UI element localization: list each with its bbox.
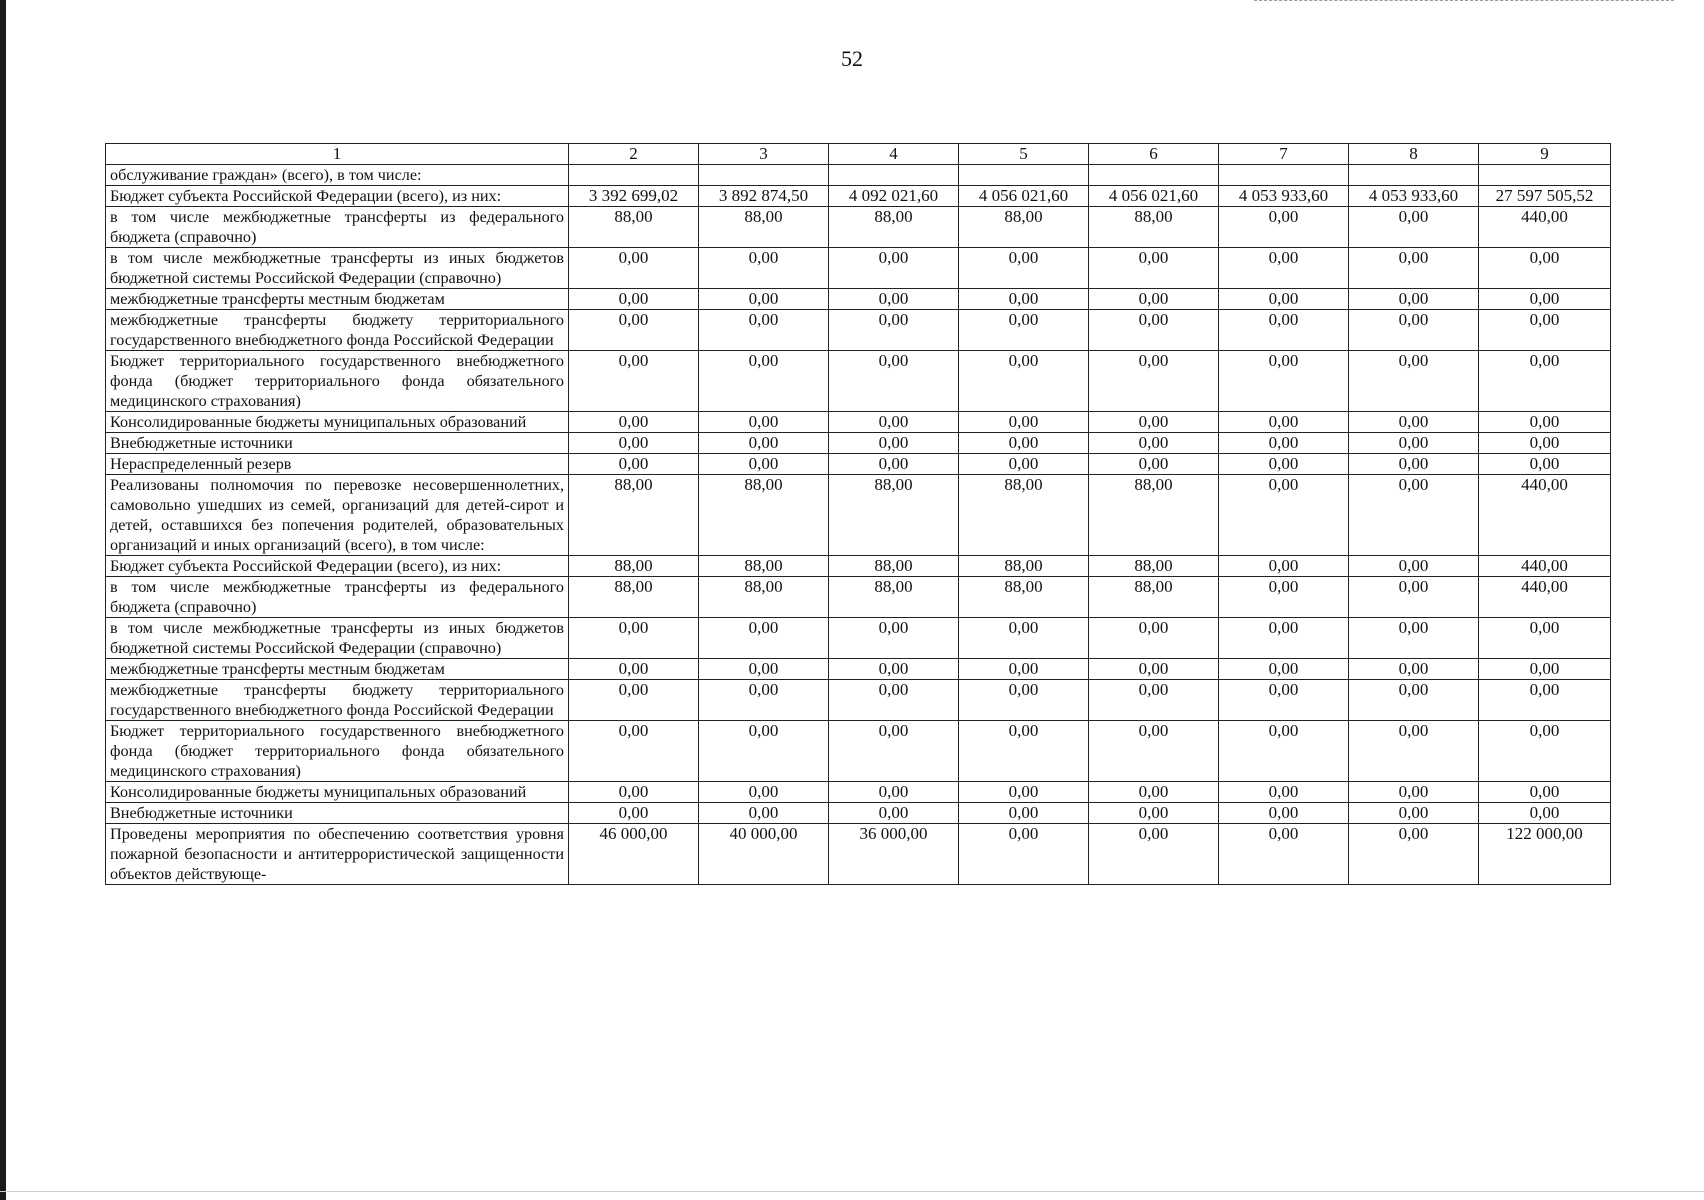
row-value-col-4: 0,00 — [829, 412, 959, 433]
row-label: межбюджетные трансферты местным бюджетам — [106, 289, 569, 310]
row-value-col-8: 0,00 — [1349, 721, 1479, 782]
table-row — [106, 803, 1611, 824]
row-value-col-9: 0,00 — [1479, 310, 1611, 351]
row-value-col-3: 0,00 — [699, 721, 829, 782]
row-value-col-4: 0,00 — [829, 289, 959, 310]
row-value-col-7: 0,00 — [1219, 721, 1349, 782]
row-value-col-6: 88,00 — [1089, 577, 1219, 618]
row-value-col-2: 0,00 — [569, 433, 699, 454]
row-value-col-9: 440,00 — [1479, 577, 1611, 618]
row-label: Бюджет территориального государственного внебюджетного фонда (бюджет территориального фонда обязательного медицинского страхования) — [106, 351, 569, 412]
row-value-col-6: 0,00 — [1089, 782, 1219, 803]
row-value-col-2: 88,00 — [569, 556, 699, 577]
table-row — [106, 475, 1611, 556]
row-value-col-5: 0,00 — [959, 721, 1089, 782]
row-value-col-4: 0,00 — [829, 310, 959, 351]
row-value-col-7: 0,00 — [1219, 248, 1349, 289]
row-value-col-6: 0,00 — [1089, 680, 1219, 721]
table-row — [106, 310, 1611, 351]
row-label: в том числе межбюджетные трансферты из иных бюджетов бюджетной системы Российской Федерации (справочно) — [106, 248, 569, 289]
column-header-2: 2 — [569, 144, 699, 165]
row-value-col-3: 40 000,00 — [699, 824, 829, 885]
table-row — [106, 618, 1611, 659]
row-value-col-2: 0,00 — [569, 659, 699, 680]
row-value-col-9 — [1479, 165, 1611, 186]
row-value-col-8: 0,00 — [1349, 618, 1479, 659]
table-row — [106, 659, 1611, 680]
row-value-col-9: 0,00 — [1479, 803, 1611, 824]
row-value-col-3: 0,00 — [699, 659, 829, 680]
row-value-col-5: 0,00 — [959, 412, 1089, 433]
row-value-col-9: 0,00 — [1479, 618, 1611, 659]
row-value-col-4: 0,00 — [829, 680, 959, 721]
row-value-col-5: 0,00 — [959, 289, 1089, 310]
row-label: Реализованы полномочия по перевозке несовершеннолетних, самовольно ушедших из семей, организаций для детей-сирот и детей, оставшихся без попечения родителей, образовательных организаций и иных организаций (всего), в том числе: — [106, 475, 569, 556]
row-value-col-8: 0,00 — [1349, 782, 1479, 803]
row-value-col-6: 4 056 021,60 — [1089, 186, 1219, 207]
row-value-col-3: 0,00 — [699, 680, 829, 721]
row-value-col-9: 122 000,00 — [1479, 824, 1611, 885]
row-value-col-7: 0,00 — [1219, 310, 1349, 351]
row-value-col-3 — [699, 165, 829, 186]
row-value-col-8: 4 053 933,60 — [1349, 186, 1479, 207]
table-header-row — [106, 144, 1611, 165]
row-value-col-5 — [959, 165, 1089, 186]
row-value-col-5: 0,00 — [959, 803, 1089, 824]
row-value-col-8: 0,00 — [1349, 310, 1479, 351]
row-value-col-4: 0,00 — [829, 782, 959, 803]
row-value-col-5: 88,00 — [959, 207, 1089, 248]
row-value-col-3: 0,00 — [699, 289, 829, 310]
row-value-col-6: 0,00 — [1089, 454, 1219, 475]
row-value-col-6: 88,00 — [1089, 556, 1219, 577]
row-value-col-6: 0,00 — [1089, 721, 1219, 782]
table-row — [106, 165, 1611, 186]
row-value-col-5: 0,00 — [959, 310, 1089, 351]
row-value-col-6 — [1089, 165, 1219, 186]
row-value-col-7: 0,00 — [1219, 351, 1349, 412]
row-value-col-2: 0,00 — [569, 454, 699, 475]
column-header-9: 9 — [1479, 144, 1611, 165]
row-value-col-6: 0,00 — [1089, 659, 1219, 680]
row-value-col-3: 0,00 — [699, 351, 829, 412]
row-value-col-7: 4 053 933,60 — [1219, 186, 1349, 207]
row-value-col-5: 88,00 — [959, 475, 1089, 556]
table-row — [106, 186, 1611, 207]
row-label: Консолидированные бюджеты муниципальных образований — [106, 782, 569, 803]
row-value-col-2: 88,00 — [569, 475, 699, 556]
row-value-col-8: 0,00 — [1349, 248, 1479, 289]
table-row — [106, 454, 1611, 475]
row-value-col-8 — [1349, 165, 1479, 186]
row-value-col-2: 46 000,00 — [569, 824, 699, 885]
row-value-col-5: 0,00 — [959, 351, 1089, 412]
table-body — [106, 165, 1611, 885]
row-value-col-6: 0,00 — [1089, 618, 1219, 659]
row-value-col-5: 4 056 021,60 — [959, 186, 1089, 207]
row-value-col-3: 88,00 — [699, 577, 829, 618]
table-row — [106, 680, 1611, 721]
row-value-col-6: 0,00 — [1089, 412, 1219, 433]
row-value-col-8: 0,00 — [1349, 577, 1479, 618]
row-value-col-6: 0,00 — [1089, 824, 1219, 885]
row-value-col-2: 0,00 — [569, 803, 699, 824]
scan-left-edge — [0, 0, 6, 1200]
row-value-col-7: 0,00 — [1219, 782, 1349, 803]
row-value-col-4: 0,00 — [829, 721, 959, 782]
row-value-col-3: 3 892 874,50 — [699, 186, 829, 207]
row-value-col-4: 0,00 — [829, 248, 959, 289]
row-value-col-3: 0,00 — [699, 248, 829, 289]
row-value-col-7: 0,00 — [1219, 803, 1349, 824]
column-header-6: 6 — [1089, 144, 1219, 165]
row-value-col-7: 0,00 — [1219, 289, 1349, 310]
row-value-col-8: 0,00 — [1349, 680, 1479, 721]
row-value-col-9: 0,00 — [1479, 782, 1611, 803]
column-header-1: 1 — [106, 144, 569, 165]
row-value-col-6: 0,00 — [1089, 289, 1219, 310]
row-value-col-9: 440,00 — [1479, 207, 1611, 248]
row-value-col-7: 0,00 — [1219, 412, 1349, 433]
row-value-col-7: 0,00 — [1219, 618, 1349, 659]
column-header-5: 5 — [959, 144, 1089, 165]
row-value-col-5: 0,00 — [959, 248, 1089, 289]
row-label: межбюджетные трансферты бюджету территориального государственного внебюджетного фонда Российской Федерации — [106, 310, 569, 351]
budget-table — [105, 143, 1611, 885]
row-value-col-8: 0,00 — [1349, 207, 1479, 248]
row-value-col-4: 88,00 — [829, 556, 959, 577]
table-row — [106, 207, 1611, 248]
row-value-col-4: 0,00 — [829, 454, 959, 475]
column-header-3: 3 — [699, 144, 829, 165]
row-value-col-3: 0,00 — [699, 618, 829, 659]
row-label: в том числе межбюджетные трансферты из иных бюджетов бюджетной системы Российской Федерации (справочно) — [106, 618, 569, 659]
row-value-col-3: 0,00 — [699, 433, 829, 454]
row-value-col-2: 88,00 — [569, 577, 699, 618]
row-value-col-4: 88,00 — [829, 475, 959, 556]
scan-top-artifact — [1254, 0, 1674, 3]
row-value-col-9: 0,00 — [1479, 351, 1611, 412]
table-row — [106, 577, 1611, 618]
row-value-col-2: 88,00 — [569, 207, 699, 248]
row-value-col-9: 0,00 — [1479, 412, 1611, 433]
row-value-col-5: 0,00 — [959, 782, 1089, 803]
row-value-col-4: 4 092 021,60 — [829, 186, 959, 207]
row-value-col-7: 0,00 — [1219, 577, 1349, 618]
row-value-col-2: 0,00 — [569, 412, 699, 433]
row-value-col-6: 0,00 — [1089, 310, 1219, 351]
row-value-col-8: 0,00 — [1349, 659, 1479, 680]
row-value-col-4: 88,00 — [829, 577, 959, 618]
row-value-col-9: 0,00 — [1479, 721, 1611, 782]
row-value-col-6: 88,00 — [1089, 207, 1219, 248]
row-value-col-8: 0,00 — [1349, 433, 1479, 454]
row-value-col-5: 0,00 — [959, 659, 1089, 680]
row-value-col-8: 0,00 — [1349, 412, 1479, 433]
row-value-col-7: 0,00 — [1219, 454, 1349, 475]
row-value-col-9: 0,00 — [1479, 659, 1611, 680]
column-header-8: 8 — [1349, 144, 1479, 165]
row-value-col-9: 0,00 — [1479, 433, 1611, 454]
row-value-col-8: 0,00 — [1349, 289, 1479, 310]
row-value-col-9: 27 597 505,52 — [1479, 186, 1611, 207]
row-label: Консолидированные бюджеты муниципальных образований — [106, 412, 569, 433]
row-value-col-7: 0,00 — [1219, 824, 1349, 885]
row-label: в том числе межбюджетные трансферты из федерального бюджета (справочно) — [106, 577, 569, 618]
row-value-col-8: 0,00 — [1349, 475, 1479, 556]
table-row — [106, 289, 1611, 310]
row-value-col-3: 0,00 — [699, 310, 829, 351]
row-value-col-4: 88,00 — [829, 207, 959, 248]
row-value-col-6: 0,00 — [1089, 351, 1219, 412]
table-row — [106, 248, 1611, 289]
table-row — [106, 433, 1611, 454]
table-row — [106, 351, 1611, 412]
row-value-col-7: 0,00 — [1219, 207, 1349, 248]
row-value-col-2: 0,00 — [569, 289, 699, 310]
row-value-col-5: 0,00 — [959, 433, 1089, 454]
row-value-col-7: 0,00 — [1219, 475, 1349, 556]
row-value-col-8: 0,00 — [1349, 454, 1479, 475]
row-value-col-3: 88,00 — [699, 207, 829, 248]
row-value-col-5: 88,00 — [959, 577, 1089, 618]
row-value-col-9: 440,00 — [1479, 556, 1611, 577]
column-header-4: 4 — [829, 144, 959, 165]
row-value-col-4: 0,00 — [829, 803, 959, 824]
row-value-col-2: 0,00 — [569, 351, 699, 412]
row-value-col-6: 0,00 — [1089, 803, 1219, 824]
row-value-col-5: 0,00 — [959, 454, 1089, 475]
page-number: 52 — [841, 46, 863, 71]
row-value-col-7: 0,00 — [1219, 556, 1349, 577]
row-value-col-8: 0,00 — [1349, 351, 1479, 412]
row-label: Внебюджетные источники — [106, 803, 569, 824]
row-value-col-4: 0,00 — [829, 433, 959, 454]
table-row — [106, 556, 1611, 577]
row-label: Внебюджетные источники — [106, 433, 569, 454]
table-row — [106, 721, 1611, 782]
row-label: Бюджет субъекта Российской Федерации (всего), из них: — [106, 186, 569, 207]
row-value-col-4 — [829, 165, 959, 186]
row-value-col-9: 440,00 — [1479, 475, 1611, 556]
row-label: Нераспределенный резерв — [106, 454, 569, 475]
row-value-col-4: 0,00 — [829, 618, 959, 659]
row-label: межбюджетные трансферты бюджету территориального государственного внебюджетного фонда Российской Федерации — [106, 680, 569, 721]
row-value-col-3: 0,00 — [699, 454, 829, 475]
row-label: обслуживание граждан» (всего), в том числе: — [106, 165, 569, 186]
row-value-col-3: 0,00 — [699, 803, 829, 824]
table-row — [106, 824, 1611, 885]
row-label: межбюджетные трансферты местным бюджетам — [106, 659, 569, 680]
row-value-col-6: 0,00 — [1089, 433, 1219, 454]
column-header-7: 7 — [1219, 144, 1349, 165]
row-value-col-2: 0,00 — [569, 721, 699, 782]
scan-bottom-line — [0, 1191, 1704, 1192]
row-label: Бюджет территориального государственного внебюджетного фонда (бюджет территориального фонда обязательного медицинского страхования) — [106, 721, 569, 782]
row-value-col-7: 0,00 — [1219, 680, 1349, 721]
row-value-col-5: 0,00 — [959, 680, 1089, 721]
row-value-col-5: 88,00 — [959, 556, 1089, 577]
row-value-col-5: 0,00 — [959, 618, 1089, 659]
row-label: Бюджет субъекта Российской Федерации (всего), из них: — [106, 556, 569, 577]
row-value-col-8: 0,00 — [1349, 824, 1479, 885]
row-value-col-2: 3 392 699,02 — [569, 186, 699, 207]
row-value-col-7 — [1219, 165, 1349, 186]
row-value-col-2: 0,00 — [569, 310, 699, 351]
row-label: Проведены мероприятия по обеспечению соответствия уровня пожарной безопасности и антитеррористической защищенности объектов действующе- — [106, 824, 569, 885]
row-value-col-4: 36 000,00 — [829, 824, 959, 885]
row-value-col-2: 0,00 — [569, 782, 699, 803]
row-value-col-8: 0,00 — [1349, 556, 1479, 577]
row-value-col-3: 0,00 — [699, 412, 829, 433]
row-value-col-2: 0,00 — [569, 680, 699, 721]
row-value-col-9: 0,00 — [1479, 454, 1611, 475]
row-value-col-2: 0,00 — [569, 618, 699, 659]
row-value-col-3: 88,00 — [699, 475, 829, 556]
row-value-col-9: 0,00 — [1479, 248, 1611, 289]
row-value-col-6: 0,00 — [1089, 248, 1219, 289]
table-row — [106, 412, 1611, 433]
row-value-col-7: 0,00 — [1219, 659, 1349, 680]
row-value-col-2: 0,00 — [569, 248, 699, 289]
row-value-col-3: 88,00 — [699, 556, 829, 577]
row-value-col-5: 0,00 — [959, 824, 1089, 885]
row-value-col-8: 0,00 — [1349, 803, 1479, 824]
row-value-col-9: 0,00 — [1479, 680, 1611, 721]
row-value-col-2 — [569, 165, 699, 186]
row-label: в том числе межбюджетные трансферты из федерального бюджета (справочно) — [106, 207, 569, 248]
row-value-col-9: 0,00 — [1479, 289, 1611, 310]
row-value-col-4: 0,00 — [829, 659, 959, 680]
row-value-col-6: 88,00 — [1089, 475, 1219, 556]
row-value-col-7: 0,00 — [1219, 433, 1349, 454]
row-value-col-3: 0,00 — [699, 782, 829, 803]
table-row — [106, 782, 1611, 803]
row-value-col-4: 0,00 — [829, 351, 959, 412]
